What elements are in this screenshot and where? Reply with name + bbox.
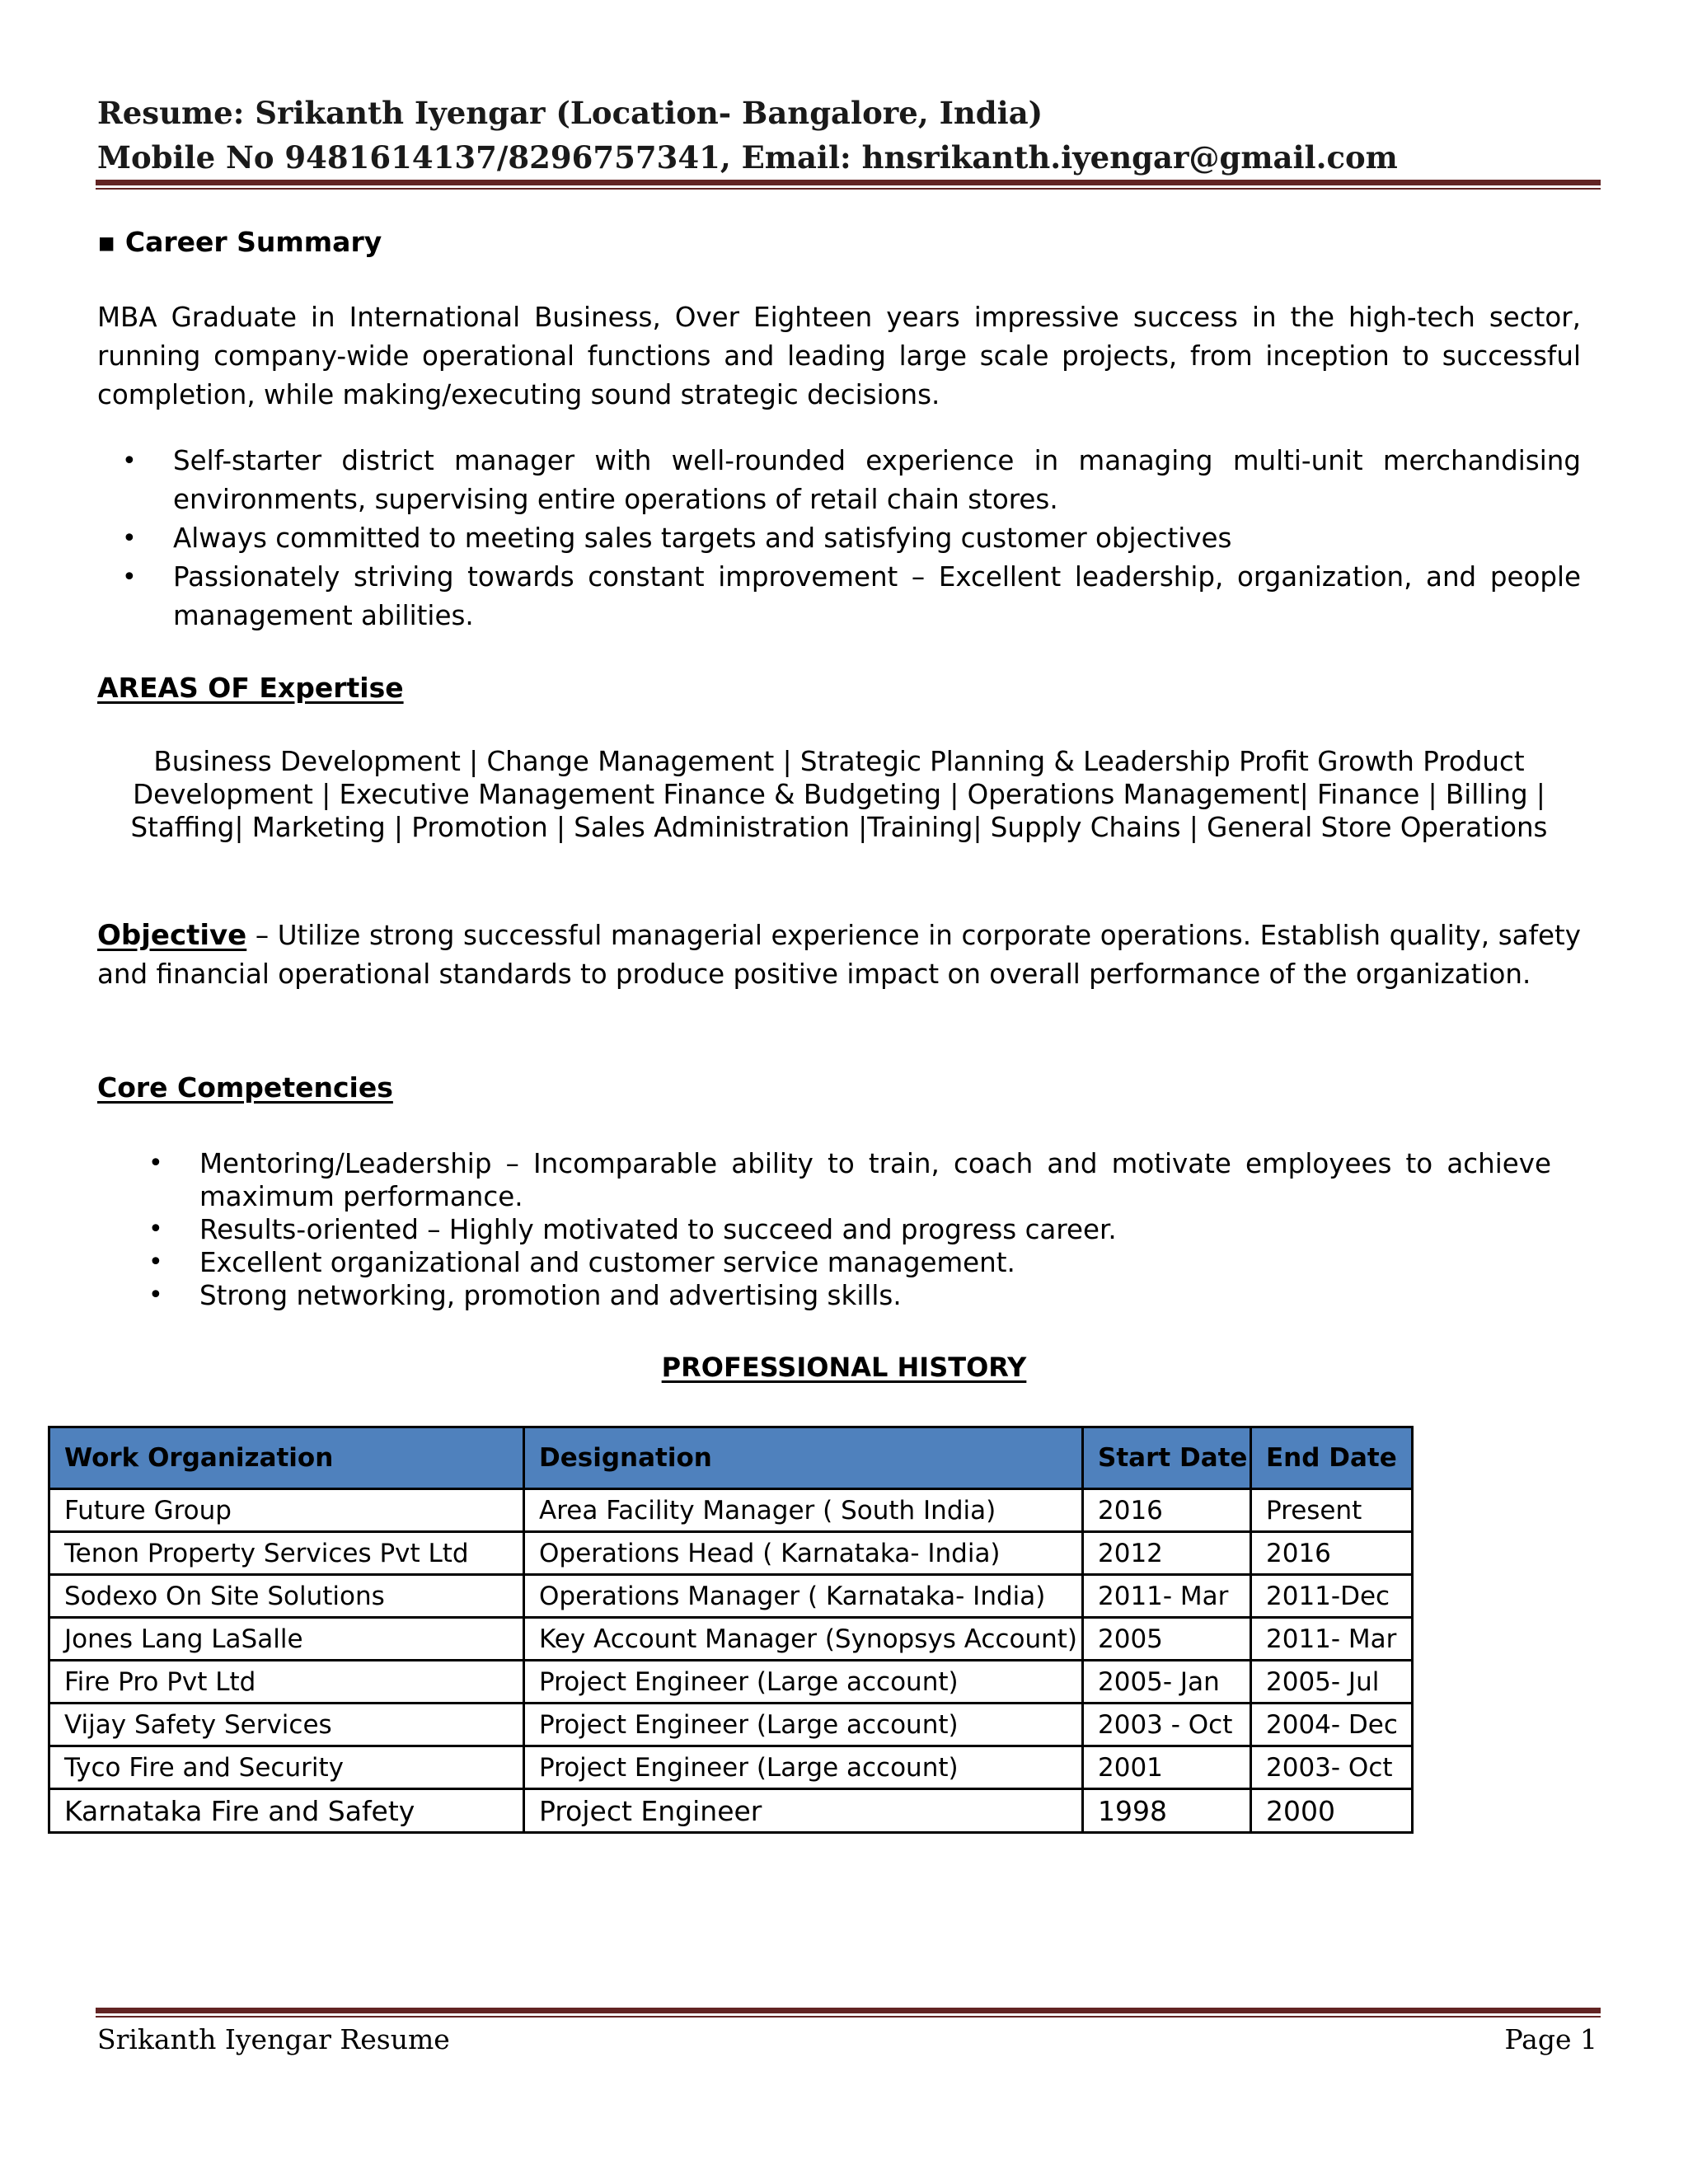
cell-end-date: 2000 — [1251, 1789, 1413, 1833]
footer-rule — [96, 2008, 1601, 2018]
cell-end-date: 2016 — [1251, 1532, 1413, 1575]
cell-start-date: 1998 — [1083, 1789, 1251, 1833]
cell-designation: Key Account Manager (Synopsys Account) — [524, 1618, 1083, 1661]
table-row — [49, 1704, 1413, 1746]
objective-text: – Utilize strong successful managerial experience in corporate operations. Establish quality, safety and financial operational standards to produce positive impact on overall performance of the organization. — [97, 920, 1581, 990]
career-summary-paragraph: MBA Graduate in International Business, Over Eighteen years impressive success in the high-tech sector, running company-wide operational functions and leading large scale projects, from inception to successful completion, while making/executing sound strategic decisions. — [97, 302, 1581, 410]
header-contact: Mobile No 9481614137/8296757341, Email: hnsrikanth.iyengar@gmail.com — [97, 139, 1398, 176]
cell-organization: Jones Lang LaSalle — [49, 1618, 524, 1661]
resume-header — [97, 91, 1597, 180]
list-item: • Excellent organizational and customer service management. — [199, 1246, 1551, 1279]
cell-end-date: 2011- Mar — [1251, 1618, 1413, 1661]
professional-history-title-text: PROFESSIONAL HISTORY — [661, 1352, 1027, 1383]
cell-organization: Vijay Safety Services — [49, 1704, 524, 1746]
column-header-start-date: Start Date — [1083, 1427, 1251, 1489]
footer-page-number: Page 1 — [1504, 2023, 1597, 2055]
column-header-end-date: End Date — [1251, 1427, 1413, 1489]
cell-organization: Karnataka Fire and Safety — [49, 1789, 524, 1833]
list-item: • Strong networking, promotion and advertising skills. — [199, 1279, 1551, 1312]
cell-designation: Project Engineer — [524, 1789, 1083, 1833]
table-row — [49, 1532, 1413, 1575]
cell-designation: Project Engineer (Large account) — [524, 1661, 1083, 1704]
cell-organization: Sodexo On Site Solutions — [49, 1575, 524, 1618]
cell-organization: Fire Pro Pvt Ltd — [49, 1661, 524, 1704]
header-name-location: Resume: Srikanth Iyengar (Location- Bangalore, India) — [97, 95, 1043, 131]
table-row — [49, 1789, 1413, 1833]
table-row — [49, 1746, 1413, 1789]
areas-title: AREAS OF Expertise — [97, 672, 404, 704]
cell-organization: Tyco Fire and Security — [49, 1746, 524, 1789]
list-item: • Mentoring/Leadership – Incomparable ability to train, coach and motivate employees to achieve maximum performance. — [199, 1147, 1551, 1213]
cell-start-date: 2005- Jan — [1083, 1661, 1251, 1704]
professional-history-title — [0, 1352, 1688, 1383]
header-rule — [96, 180, 1601, 190]
cell-start-date: 2011- Mar — [1083, 1575, 1251, 1618]
cell-designation: Operations Head ( Karnataka- India) — [524, 1532, 1083, 1575]
list-item: • Results-oriented – Highly motivated to succeed and progress career. — [199, 1213, 1551, 1246]
cell-designation: Operations Manager ( Karnataka- India) — [524, 1575, 1083, 1618]
table-header-row — [49, 1427, 1413, 1489]
cell-end-date: 2004- Dec — [1251, 1704, 1413, 1746]
cell-start-date: 2001 — [1083, 1746, 1251, 1789]
cell-organization: Tenon Property Services Pvt Ltd — [49, 1532, 524, 1575]
table-row — [49, 1489, 1413, 1532]
cell-designation: Project Engineer (Large account) — [524, 1704, 1083, 1746]
table-row — [49, 1661, 1413, 1704]
cell-start-date: 2003 - Oct — [1083, 1704, 1251, 1746]
career-summary-title: ▪ Career Summary — [97, 226, 382, 258]
cell-end-date: 2011-Dec — [1251, 1575, 1413, 1618]
cell-start-date: 2012 — [1083, 1532, 1251, 1575]
cell-end-date: 2005- Jul — [1251, 1661, 1413, 1704]
table-row — [49, 1618, 1413, 1661]
column-header-organization: Work Organization — [49, 1427, 524, 1489]
column-header-designation: Designation — [524, 1427, 1083, 1489]
list-item: • Passionately striving towards constant improvement – Excellent leadership, organization, and people management abilities. — [173, 558, 1581, 635]
cell-end-date: 2003- Oct — [1251, 1746, 1413, 1789]
footer-document-title: Srikanth Iyengar Resume — [97, 2023, 450, 2055]
cell-organization: Future Group — [49, 1489, 524, 1532]
objective-label: Objective — [97, 919, 247, 952]
cell-start-date: 2016 — [1083, 1489, 1251, 1532]
list-item: • Always committed to meeting sales targets and satisfying customer objectives — [173, 519, 1581, 558]
objective-paragraph — [97, 916, 1581, 994]
cell-designation: Project Engineer (Large account) — [524, 1746, 1083, 1789]
core-competencies-bullets — [199, 1147, 1551, 1312]
career-summary-bullets — [173, 442, 1581, 635]
professional-history-table — [48, 1426, 1414, 1834]
cell-start-date: 2005 — [1083, 1618, 1251, 1661]
areas-text: Business Development | Change Management | Strategic Planning & Leadership Profit Growth Product Development | Executive Management Finance & Budgeting | Operations Management| Finance | Billing | Staffing| Marketing | Promotion | Sales Administration |Training| Supply Chains | General Store Operations — [130, 746, 1548, 843]
cell-designation: Area Facility Manager ( South India) — [524, 1489, 1083, 1532]
cell-end-date: Present — [1251, 1489, 1413, 1532]
core-competencies-title: Core Competencies — [97, 1071, 393, 1104]
list-item: • Self-starter district manager with well-rounded experience in managing multi-unit merchandising environments, supervising entire operations of retail chain stores. — [173, 442, 1581, 519]
table-row — [49, 1575, 1413, 1618]
